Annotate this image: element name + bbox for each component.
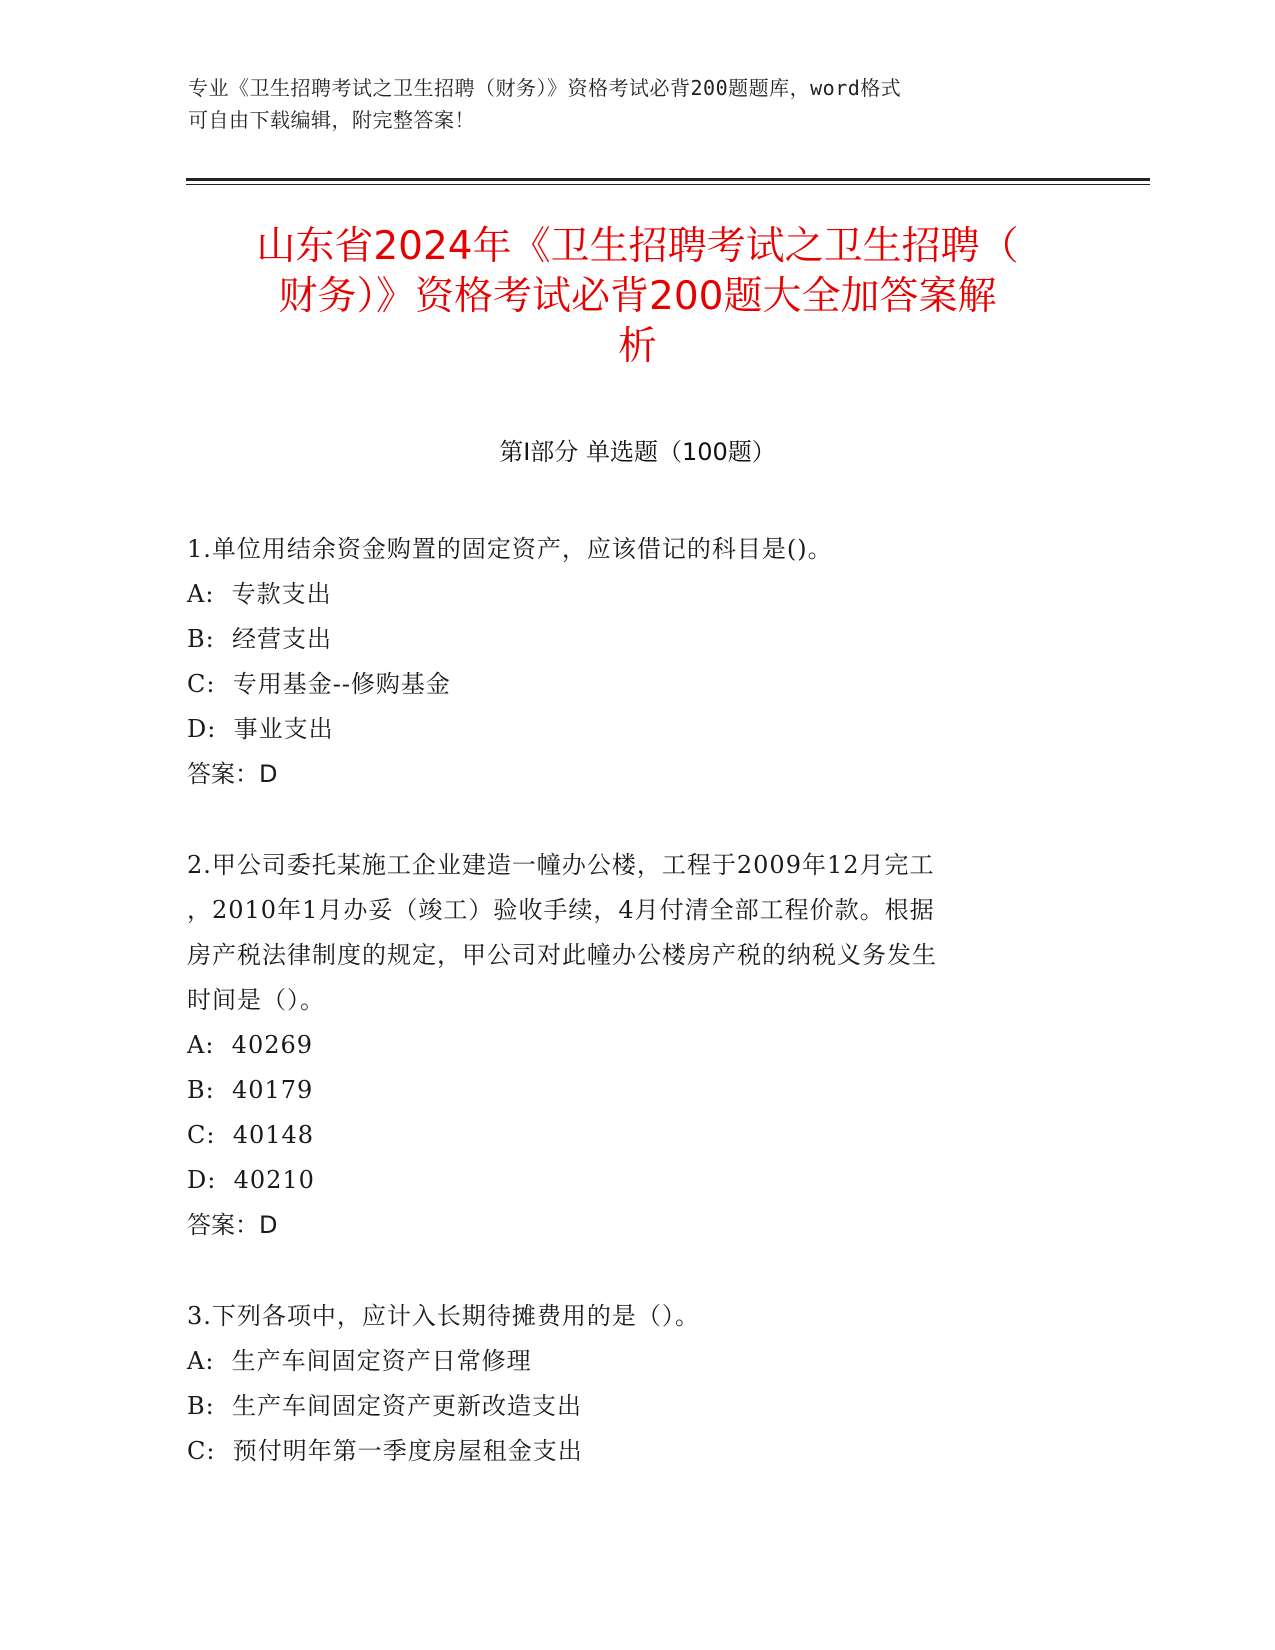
section-title: 第Ⅰ部分 单选题（100题） — [499, 438, 776, 466]
option-b: B: 生产车间固定资产更新改造支出 — [187, 1392, 582, 1420]
header-note — [188, 72, 1068, 136]
question-stem: 3.下列各项中，应计入长期待摊费用的是（）。 — [187, 1302, 700, 1330]
answer: 答案：D — [187, 1211, 278, 1239]
option-d: D: 40210 — [187, 1166, 315, 1194]
option-d: D: 事业支出 — [187, 715, 334, 743]
question-stem-line-3: 房产税法律制度的规定，甲公司对此幢办公楼房产税的纳税义务发生 — [187, 941, 937, 969]
question-3 — [187, 1294, 1067, 1474]
option-b: B: 经营支出 — [187, 625, 332, 653]
question-stem-line-2: ，2010年1月办妥（竣工）验收手续，4月付清全部工程价款。根据 — [187, 896, 935, 924]
question-1 — [187, 527, 1067, 797]
question-stem-line-1: 2.甲公司委托某施工企业建造一幢办公楼，工程于2009年12月完工 — [187, 851, 935, 879]
document-title — [150, 222, 1125, 372]
document-title-line-1: 山东省2024年《卫生招聘考试之卫生招聘（ — [256, 224, 1019, 269]
header-note-line-2: 可自由下载编辑，附完整答案！ — [188, 108, 475, 132]
header-note-line-1: 专业《卫生招聘考试之卫生招聘（财务）》资格考试必背200题题库，word格式 — [188, 76, 902, 100]
option-c: C: 预付明年第一季度房屋租金支出 — [187, 1437, 583, 1465]
option-a: A: 40269 — [187, 1031, 314, 1059]
question-2 — [187, 843, 1067, 1248]
option-a: A: 专款支出 — [187, 580, 332, 608]
option-a: A: 生产车间固定资产日常修理 — [187, 1347, 532, 1375]
question-stem-line-4: 时间是（）。 — [187, 986, 325, 1014]
option-c: C: 专用基金--修购基金 — [187, 670, 451, 698]
option-b: B: 40179 — [187, 1076, 314, 1104]
option-c: C: 40148 — [187, 1121, 315, 1149]
answer: 答案：D — [187, 760, 278, 788]
question-list — [187, 527, 1067, 1520]
header-divider-thick — [186, 178, 1150, 181]
question-stem: 1.单位用结余资金购置的固定资产，应该借记的科目是()。 — [187, 535, 833, 563]
document-title-line-2: 财务）》资格考试必背200题大全加答案解 — [278, 274, 997, 319]
document-title-line-3: 析 — [617, 324, 657, 369]
header-divider-thin — [186, 184, 1150, 185]
